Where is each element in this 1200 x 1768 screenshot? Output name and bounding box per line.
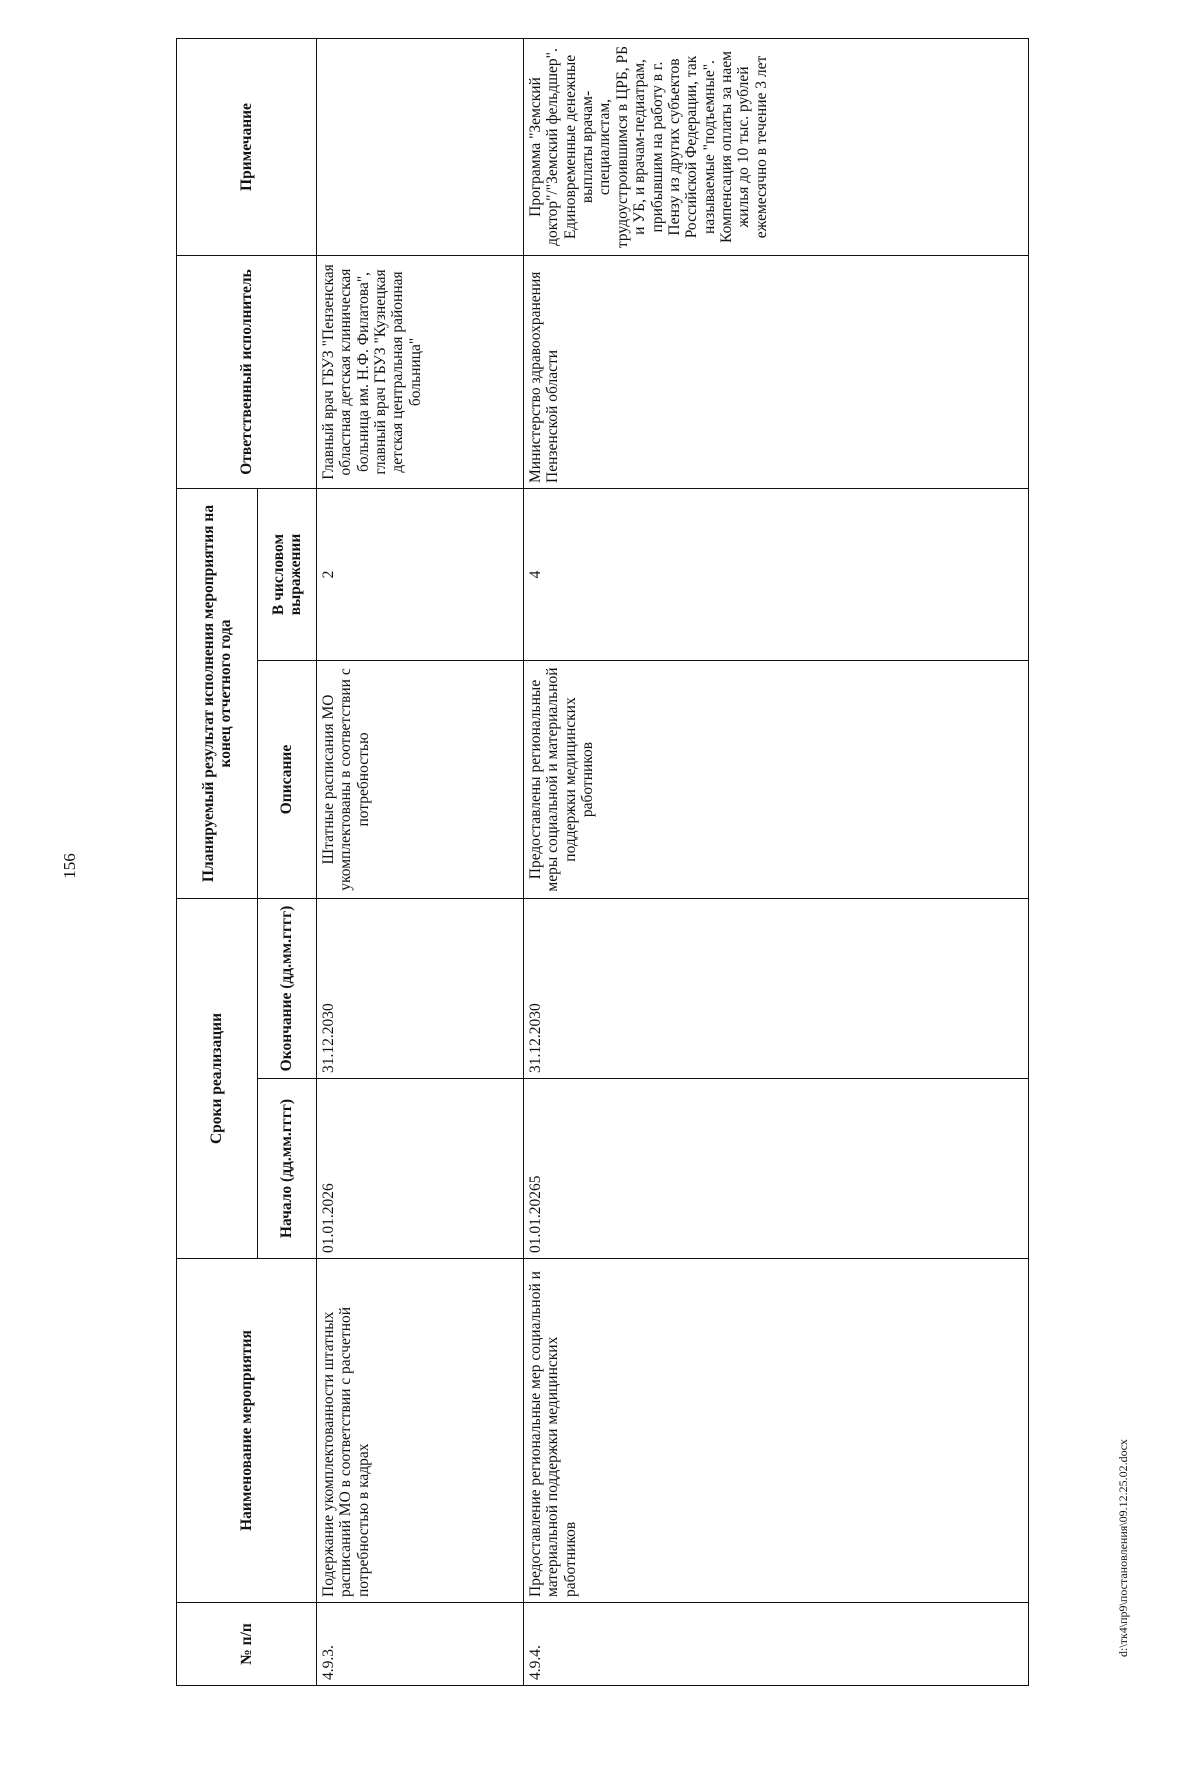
row-start: 01.01.20265 <box>524 1079 1029 1259</box>
header-numeric: В числовом выражении <box>258 489 317 661</box>
row-start: 01.01.2026 <box>317 1079 524 1259</box>
row-note: Программа "Земский доктор"/"Земский фельдшер". Единовременные денежные выплаты врачам-специалистам, трудоустроившимся в ЦРБ, РБ и УБ, и врачам-педиатрам, прибывшим на работу в г. Пензу из других субъектов Российской Федерации, так называемые "подъемные". Компенсация оплаты за наем жилья до 10 тыс. рублей ежемесячно в течение 3 лет <box>524 39 1029 256</box>
header-responsible: Ответственный исполнитель <box>177 256 317 489</box>
row-description: Штатные расписания МО укомплектованы в соответствии с потребностью <box>317 661 524 899</box>
page-number: 156 <box>60 853 79 879</box>
header-start: Начало (дд.мм.гггг) <box>258 1079 317 1259</box>
row-note <box>317 39 524 256</box>
row-description: Предоставлены региональные меры социальной и материальной поддержки медицинских работников <box>524 661 1029 899</box>
table-row <box>524 39 1029 1686</box>
header-num: № п/п <box>177 1603 317 1686</box>
measures-table-frame <box>176 39 1026 1686</box>
row-name: Предоставление региональные мер социальной и материальной поддержки медицинских работников <box>524 1259 1029 1603</box>
row-name: Подержание укомплектованности штатных расписаний МО в соответствии с расчетной потребностью в кадрах <box>317 1259 524 1603</box>
measures-table <box>176 38 1029 1686</box>
header-terms: Сроки реализации <box>177 899 258 1259</box>
row-responsible: Главный врач ГБУЗ "Пензенская областная детская клиническая больница им. Н.Ф. Филатова", главный врач ГБУЗ "Кузнецкая детская центральная районная больница" <box>317 256 524 489</box>
header-end: Окончание (дд.мм.гггг) <box>258 899 317 1079</box>
header-description: Описание <box>258 661 317 899</box>
row-end: 31.12.2030 <box>317 899 524 1079</box>
row-num: 4.9.4. <box>524 1603 1029 1686</box>
table-row <box>317 39 524 1686</box>
row-numeric: 4 <box>524 489 1029 661</box>
row-numeric: 2 <box>317 489 524 661</box>
header-note: Примечание <box>177 39 317 256</box>
row-num: 4.9.3. <box>317 1603 524 1686</box>
row-end: 31.12.2030 <box>524 899 1029 1079</box>
header-result: Планируемый результат исполнения мероприятия на конец отчетного года <box>177 489 258 899</box>
row-responsible: Министерство здравоохранения Пензенской области <box>524 256 1029 489</box>
header-row-1 <box>177 39 258 1686</box>
footer-file-path: d:\тк4\пр9\постановления\09.12.25.02.docx <box>1116 1439 1130 1657</box>
header-name: Наименование мероприятия <box>177 1259 317 1603</box>
